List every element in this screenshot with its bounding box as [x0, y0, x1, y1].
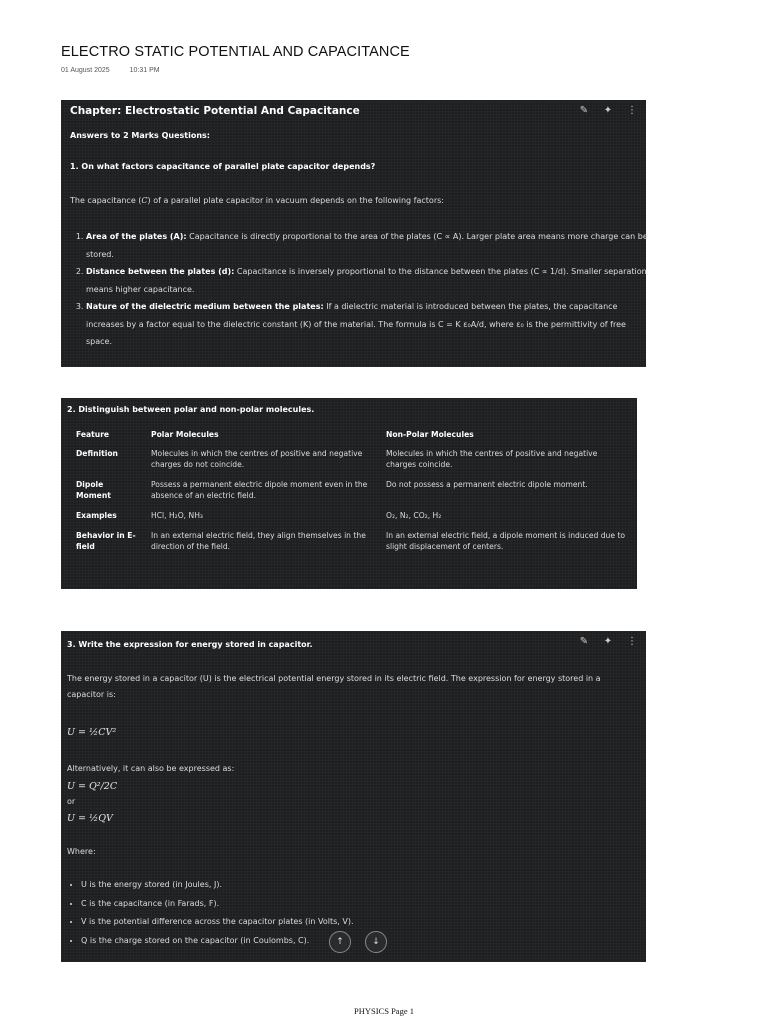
- table-row: [67, 507, 630, 527]
- list-item: 2. Distance between the plates (d): Capacitance is inversely proportional to the distance between the plates (C ∝ 1/d). Smaller separation means higher capacitance.: [86, 263, 651, 298]
- arrow-up-icon[interactable]: ↑: [329, 931, 351, 953]
- table-cell: HCl, H₂O, NH₃: [151, 511, 203, 520]
- list-item: 1. Area of the plates (A): Capacitance is directly proportional to the area of the plates (C ∝ A). Larger plate area means more charge can be stored.: [86, 228, 651, 263]
- alt-text: Alternatively, it can also be expressed as:: [67, 764, 235, 773]
- table-cell: Do not possess a permanent electric dipole moment.: [386, 480, 588, 489]
- table-cell: Examples: [76, 511, 117, 520]
- list-item: • U is the energy stored (in Joules, J).: [81, 876, 354, 895]
- toolbar: [578, 636, 638, 647]
- more-vertical-icon[interactable]: ⋮: [627, 105, 637, 116]
- question-1: 1. On what factors capacitance of parallel plate capacitor depends?: [70, 162, 376, 171]
- table-row: [67, 445, 630, 476]
- list-item: • C is the capacitance (in Farads, F).: [81, 895, 354, 914]
- screenshot-polar-table: [61, 398, 637, 589]
- intro-text: The capacitance (C) of a parallel plate capacitor in vacuum depends on the following factors:: [70, 196, 444, 205]
- pencil-icon[interactable]: ✎: [579, 105, 589, 116]
- table-row: [67, 527, 630, 558]
- page-footer: PHYSICS Page 1: [354, 1006, 414, 1016]
- chapter-heading: Chapter: Electrostatic Potential And Capacitance: [70, 105, 360, 117]
- table-cell: Definition: [76, 449, 118, 458]
- table-cell: Behavior in E-field: [76, 531, 136, 551]
- table-cell: Molecules in which the centres of positive and negative charges do not coincide.: [151, 449, 363, 469]
- page-title: ELECTRO STATIC POTENTIAL AND CAPACITANCE: [61, 44, 410, 60]
- page-time: 10:31 PM: [129, 67, 160, 74]
- header-cell: Polar Molecules: [151, 430, 219, 439]
- page-date: 01 August 2025: [61, 67, 110, 74]
- list-item: • Q is the charge stored on the capacitor (in Coulombs, C).: [81, 932, 354, 951]
- question-2: 2. Distinguish between polar and non-polar molecules.: [67, 405, 315, 414]
- table-cell: Dipole Moment: [76, 480, 111, 500]
- equation-3: U = ½QV: [67, 813, 113, 824]
- header-cell: Feature: [76, 430, 110, 439]
- or-text: or: [67, 797, 76, 806]
- equation-2: U = Q²/2C: [67, 781, 118, 792]
- definitions-list: [67, 876, 354, 950]
- list-item: • V is the potential difference across the capacitor plates (in Volts, V).: [81, 913, 354, 932]
- toolbar: [578, 105, 638, 116]
- subheading: Answers to 2 Marks Questions:: [70, 131, 210, 140]
- question-3: 3. Write the expression for energy stored in capacitor.: [67, 640, 313, 649]
- header-cell: Non-Polar Molecules: [386, 430, 474, 439]
- table-cell: Molecules in which the centres of positive and negative charges coincide.: [386, 449, 598, 469]
- page-meta: [61, 67, 160, 74]
- sparkle-icon[interactable]: ✦: [603, 636, 613, 647]
- equation-1: U = ½CV²: [67, 727, 117, 738]
- pencil-icon[interactable]: ✎: [579, 636, 589, 647]
- comparison-table: [67, 428, 630, 558]
- screenshot-capacitance-factors: [61, 100, 646, 367]
- table-cell: Possess a permanent electric dipole moment even in the absence of an electric field.: [151, 480, 368, 500]
- list-item: 3. Nature of the dielectric medium between the plates: If a dielectric material is introduced between the plates, the capacitance increases by a factor equal to the dielectric constant (K) of the material. The formula is C = K ε₀A/d, where ε₀ is the permittivity of free space.: [86, 298, 651, 351]
- factors-list: [70, 228, 651, 351]
- table-header-row: [67, 428, 630, 445]
- energy-intro: The energy stored in a capacitor (U) is the electrical potential energy stored in its electric field. The expression for energy stored in a capacitor is:: [67, 674, 601, 699]
- arrow-down-icon[interactable]: ↓: [365, 931, 387, 953]
- screenshot-energy-stored: [61, 631, 646, 962]
- table-cell: O₂, N₂, CO₂, H₂: [386, 511, 442, 520]
- more-vertical-icon[interactable]: ⋮: [627, 636, 637, 647]
- sparkle-icon[interactable]: ✦: [603, 105, 613, 116]
- table-cell: In an external electric field, a dipole moment is induced due to slight displacement of centers.: [386, 531, 626, 551]
- table-cell: In an external electric field, they align themselves in the direction of the field.: [151, 531, 366, 551]
- table-row: [67, 476, 630, 507]
- where-text: Where:: [67, 847, 96, 856]
